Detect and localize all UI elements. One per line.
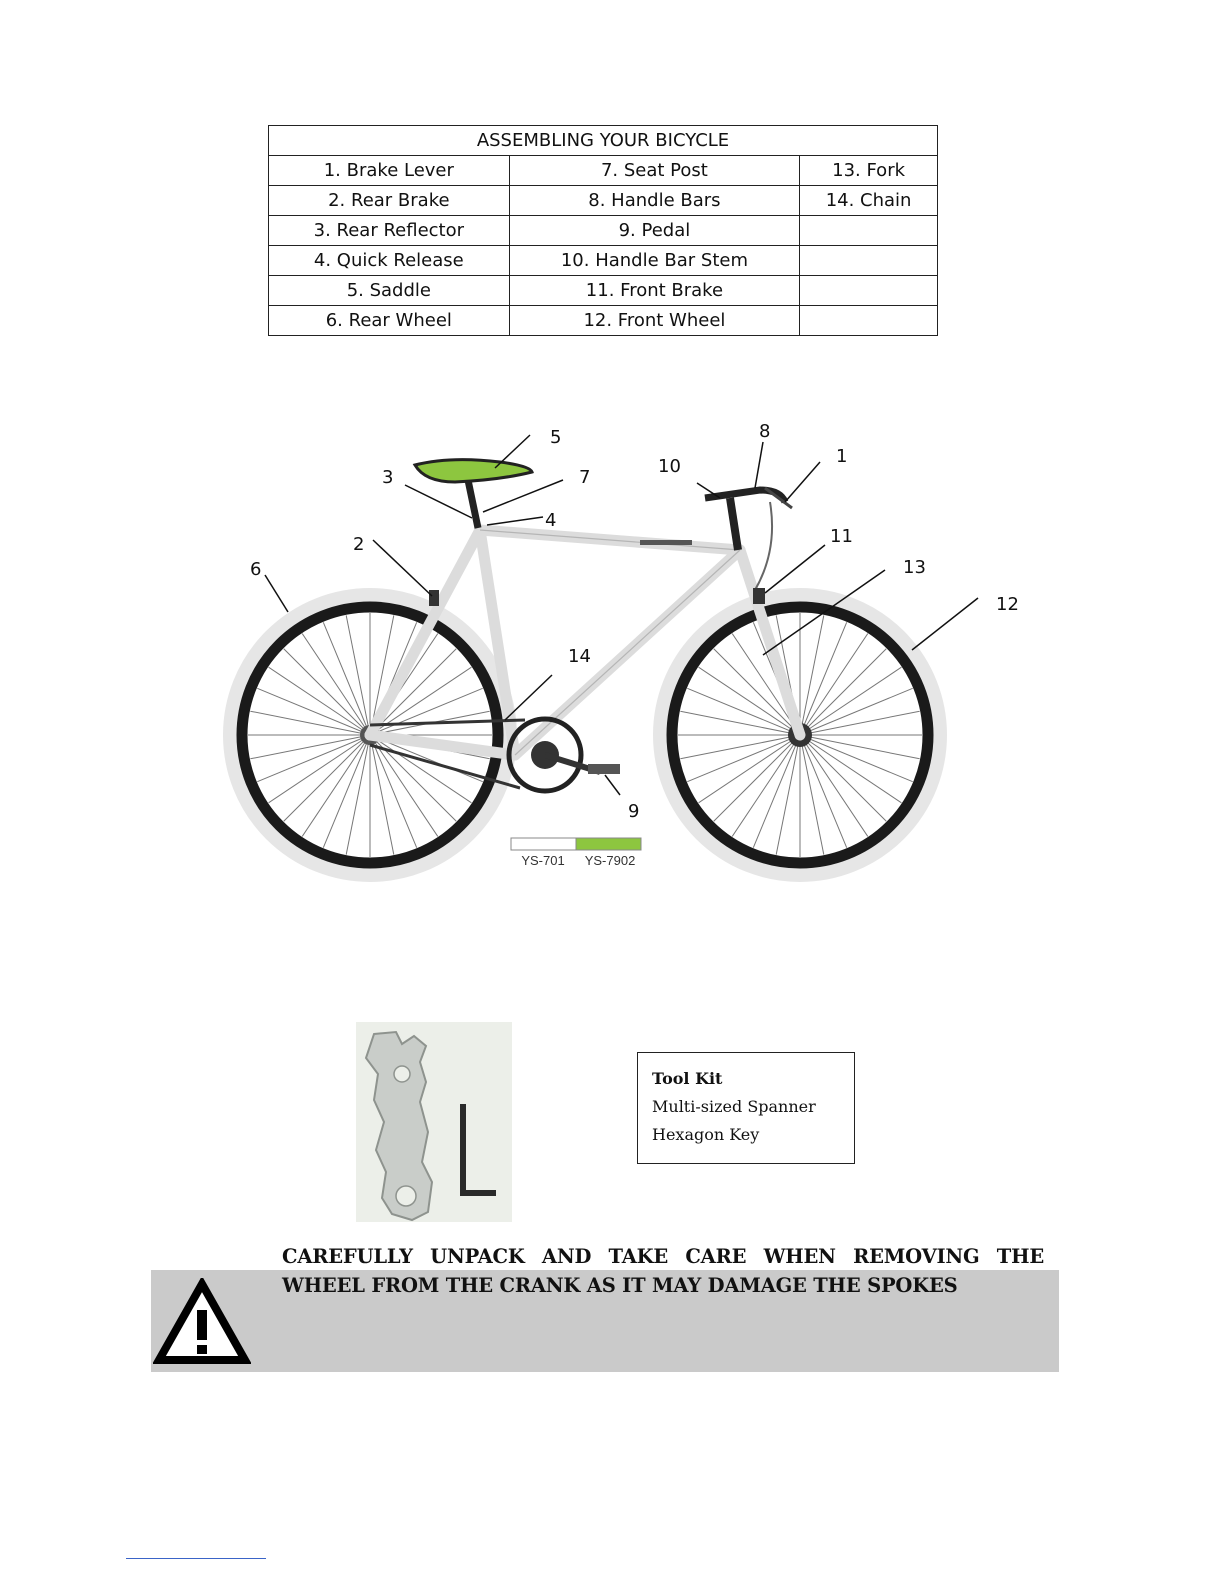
- callout-7: 7: [579, 467, 591, 488]
- table-cell: 12. Front Wheel: [509, 306, 800, 336]
- table-cell: 8. Handle Bars: [509, 186, 800, 216]
- tool-kit-photo: [356, 1022, 512, 1222]
- table-row: [269, 186, 938, 216]
- callout-8: 8: [759, 421, 771, 442]
- callout-9: 9: [628, 801, 640, 822]
- wheel-spoke: [284, 735, 370, 821]
- table-cell: 11. Front Brake: [509, 276, 800, 306]
- callout-5: 5: [550, 427, 562, 448]
- callout-12: 12: [996, 594, 1019, 615]
- tool-kit-item: Hexagon Key: [652, 1125, 760, 1144]
- callout-1: 1: [836, 446, 848, 467]
- table-cell: [800, 306, 938, 336]
- table-cell: 6. Rear Wheel: [269, 306, 510, 336]
- color-swatch-white: [511, 838, 576, 850]
- callout-13: 13: [903, 557, 926, 578]
- color-swatch-green: [576, 838, 641, 850]
- table-cell: 5. Saddle: [269, 276, 510, 306]
- callout-3: 3: [382, 467, 394, 488]
- wheel-spoke: [800, 735, 886, 821]
- wheel-spoke: [284, 649, 370, 735]
- table-cell: 1. Brake Lever: [269, 156, 510, 186]
- bike-frame: [370, 530, 800, 755]
- table-cell: 9. Pedal: [509, 216, 800, 246]
- table-row: [269, 276, 938, 306]
- rear-brake: [429, 590, 439, 606]
- callout-10: 10: [658, 456, 681, 477]
- tool-kit-title: Tool Kit: [652, 1069, 723, 1088]
- table-cell: 10. Handle Bar Stem: [509, 246, 800, 276]
- table-cell: 7. Seat Post: [509, 156, 800, 186]
- table-row: [269, 216, 938, 246]
- callout-4: 4: [545, 510, 557, 531]
- wheel-spoke: [800, 649, 886, 735]
- frame-decal: [640, 540, 692, 545]
- table-cell: [800, 216, 938, 246]
- callout-2: 2: [353, 534, 365, 555]
- brake-cable: [755, 502, 772, 590]
- table-cell: 13. Fork: [800, 156, 938, 186]
- table-cell: 3. Rear Reflector: [269, 216, 510, 246]
- front-brake: [753, 588, 765, 604]
- callout-14: 14: [568, 646, 591, 667]
- callout-6: 6: [250, 559, 262, 580]
- swatch-label-1: YS-701: [521, 853, 565, 868]
- saddle: [415, 460, 532, 482]
- table-cell: 4. Quick Release: [269, 246, 510, 276]
- seat-post: [468, 480, 478, 528]
- wheel-spoke: [714, 735, 800, 821]
- parts-table: [268, 125, 938, 336]
- footer-rule: [126, 1558, 266, 1559]
- table-cell: [800, 246, 938, 276]
- bicycle-diagram: [200, 410, 1050, 890]
- table-cell: 14. Chain: [800, 186, 938, 216]
- warning-icon: [153, 1278, 251, 1366]
- table-row: [269, 306, 938, 336]
- warning-text: CAREFULLY UNPACK AND TAKE CARE WHEN REMOVING THE WHEEL FROM THE CRANK AS IT MAY DAMAGE THE SPOKES: [282, 1245, 1044, 1297]
- swatch-label-2: YS-7902: [584, 853, 636, 868]
- hexagon-key-icon: [460, 1104, 496, 1196]
- pedal: [588, 764, 620, 774]
- table-cell: 2. Rear Brake: [269, 186, 510, 216]
- table-cell: [800, 276, 938, 306]
- table-row: [269, 156, 938, 186]
- table-title: ASSEMBLING YOUR BICYCLE: [269, 126, 938, 156]
- callout-11: 11: [830, 526, 853, 547]
- table-row: [269, 246, 938, 276]
- handlebar-stem: [730, 498, 738, 550]
- tool-kit-item: Multi-sized Spanner: [652, 1097, 816, 1116]
- tool-kit-box: [637, 1052, 855, 1164]
